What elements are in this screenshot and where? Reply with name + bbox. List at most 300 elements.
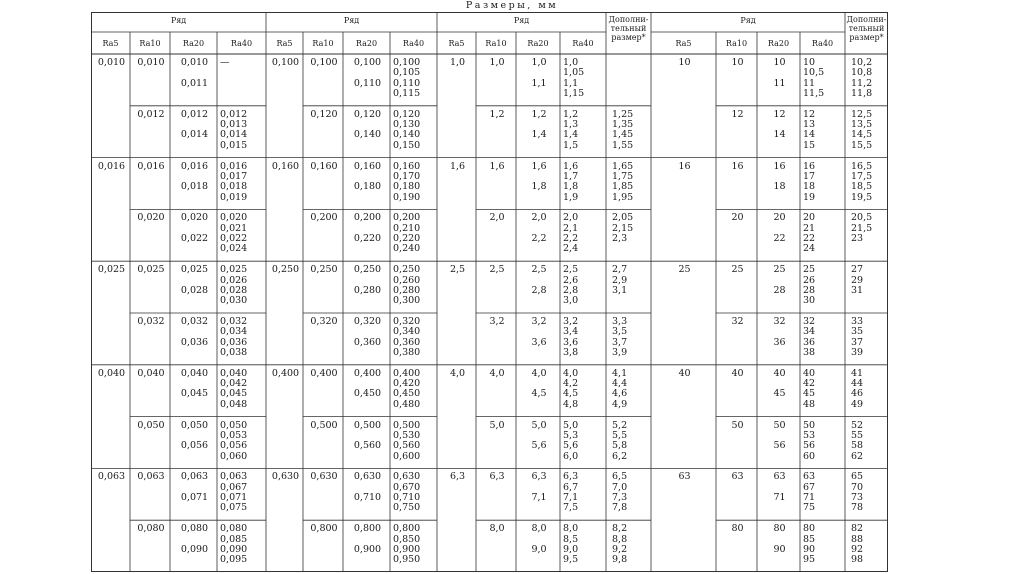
ra5-cell-3-1: 0,400 <box>271 367 300 379</box>
ra20-sub-cell-1-0-0: 0,020 <box>180 212 209 224</box>
ra20-sub-cell-1-3-0: 20 <box>773 212 786 224</box>
ra20-sub-cell-0-3-0: 12 <box>773 108 786 120</box>
ra40-cell-2-3-1: 26 <box>803 274 816 286</box>
ra40-sub-cell-0-2-3: 1,5 <box>563 139 579 151</box>
ra40-cell-1-0-3: 0,019 <box>220 191 248 203</box>
extra-cell-4-3-2: 73 <box>851 492 864 503</box>
ra40-sub-cell-1-0-1: 0,021 <box>220 222 248 234</box>
ra40-cell-4-1-3: 0,750 <box>393 502 421 514</box>
ra40-cell-1-2-1: 1,7 <box>563 170 579 182</box>
extra-cell-3-3-2: 46 <box>851 388 864 400</box>
ra40-sub-cell-0-3-1: 13 <box>803 119 816 131</box>
ra40-cell-2-0-3: 0,030 <box>220 295 248 307</box>
ra40-cell-1-3-2: 18 <box>803 181 816 193</box>
ra20-cell-1-3-0: 16 <box>773 160 786 172</box>
extra-cell-4-3-1: 70 <box>851 481 864 493</box>
extra-cell-3-2-2: 4,6 <box>612 388 628 400</box>
ra40-sub-cell-4-1-2: 0,900 <box>393 543 421 555</box>
extra-sub-cell-3-3-0: 52 <box>851 419 864 431</box>
ra20-sub-cell-1-2-0: 2,0 <box>531 212 547 224</box>
ra40-sub-cell-0-1-0: 0,120 <box>393 108 421 120</box>
ra40-cell-4-1-0: 0,630 <box>393 471 421 483</box>
ra40-cell-3-2-3: 4,8 <box>563 398 579 410</box>
extra-cell-1-2-0: 1,65 <box>612 160 634 172</box>
ra40-sub-cell-4-0-3: 0,095 <box>220 554 248 566</box>
ra40-sub-cell-2-3-2: 36 <box>803 336 816 348</box>
ra20-cell-3-1-0: 0,400 <box>353 367 382 379</box>
ra40-cell-3-1-3: 0,480 <box>393 398 421 410</box>
extra-sub-cell-1-3-2: 23 <box>851 233 864 244</box>
header-row-label-2: Ряд <box>513 16 530 25</box>
ra20-sub-cell-1-3-1: 22 <box>773 233 786 244</box>
ra40-cell-2-3-2: 28 <box>803 284 816 296</box>
extra-sub-cell-3-3-2: 58 <box>851 440 864 452</box>
ra20-cell-0-3-0: 10 <box>773 57 786 68</box>
ra20-cell-2-2-1: 2,8 <box>531 284 547 296</box>
ra20-sub-cell-2-3-1: 36 <box>773 336 786 348</box>
ra20-cell-0-2-1: 1,1 <box>531 77 547 89</box>
ra20-sub-cell-0-2-1: 1,4 <box>531 129 547 141</box>
ra10-cell-1-1: 0,160 <box>310 160 338 172</box>
extra-sub-cell-0-3-0: 12,5 <box>851 108 873 120</box>
ra20-cell-3-0-1: 0,045 <box>180 388 209 400</box>
ra40-sub-cell-3-2-2: 5,6 <box>563 440 579 452</box>
ra20-sub-cell-1-1-0: 0,200 <box>353 212 382 224</box>
ra20-cell-4-1-0: 0,630 <box>353 471 382 483</box>
ra40-cell-3-2-1: 4,2 <box>563 378 579 390</box>
extra-cell-4-3-3: 78 <box>851 502 864 514</box>
ra10-sub-cell-4-0: 0,080 <box>137 523 165 535</box>
ra5-cell-4-2: 6,3 <box>449 471 466 483</box>
extra-cell-3-3-1: 44 <box>851 378 864 390</box>
extra-cell-4-2-1: 7,0 <box>612 481 628 493</box>
header-row-label-1: Ряд <box>343 16 360 25</box>
ra40-sub-cell-1-2-0: 2,0 <box>563 212 579 224</box>
header-col-3-3: Ra40 <box>811 39 834 48</box>
ra20-cell-1-0-0: 0,016 <box>180 160 209 172</box>
ra10-sub-cell-3-1: 0,500 <box>310 419 338 431</box>
header-col-3-1: Ra10 <box>725 39 748 48</box>
ra20-cell-4-1-1: 0,710 <box>353 492 382 503</box>
ra40-sub-cell-0-1-1: 0,130 <box>393 119 421 131</box>
ra10-cell-2-2: 2,5 <box>489 264 505 276</box>
ra10-cell-4-0: 0,063 <box>137 471 165 483</box>
ra40-sub-cell-2-1-0: 0,320 <box>393 316 421 327</box>
extra-cell-4-2-0: 6,5 <box>612 471 628 483</box>
ra40-cell-0-2-0: 1,0 <box>563 57 579 68</box>
ra20-cell-2-3-0: 25 <box>773 264 786 276</box>
ra20-sub-cell-3-1-1: 0,560 <box>353 440 382 452</box>
ra20-cell-0-1-1: 0,110 <box>353 77 382 89</box>
ra40-sub-cell-4-3-2: 90 <box>803 543 816 555</box>
ra20-cell-0-0-1: 0,011 <box>180 77 209 89</box>
ra40-sub-cell-3-3-2: 56 <box>803 440 816 452</box>
ra40-cell-1-1-2: 0,180 <box>393 181 421 193</box>
extra-cell-2-3-0: 27 <box>851 264 864 276</box>
ra40-cell-4-0-2: 0,071 <box>220 492 248 503</box>
ra20-sub-cell-2-2-1: 3,6 <box>531 336 547 348</box>
ra40-sub-cell-4-3-1: 85 <box>803 533 816 545</box>
ra10-sub-cell-2-1: 0,320 <box>310 316 338 327</box>
ra5-cell-0-3: 10 <box>678 57 691 68</box>
ra40-cell-3-3-2: 45 <box>803 388 816 400</box>
header-col-0-2: Ra20 <box>182 39 205 48</box>
ra40-sub-cell-1-0-2: 0,022 <box>220 233 248 244</box>
ra20-sub-cell-3-0-1: 0,056 <box>180 440 209 452</box>
ra40-sub-cell-2-1-2: 0,360 <box>393 336 421 348</box>
extra-cell-2-2-0: 2,7 <box>612 264 628 276</box>
ra20-cell-1-0-1: 0,018 <box>180 181 209 193</box>
ra10-cell-4-2: 6,3 <box>489 471 505 483</box>
ra40-cell-3-3-0: 40 <box>803 367 816 379</box>
ra5-cell-2-2: 2,5 <box>449 264 466 276</box>
ra10-cell-0-1: 0,100 <box>310 57 338 68</box>
ra10-sub-cell-0-3: 12 <box>731 108 744 120</box>
ra40-sub-cell-2-0-1: 0,034 <box>220 326 248 338</box>
extra-sub-cell-4-3-2: 92 <box>851 543 864 555</box>
ra40-cell-3-0-3: 0,048 <box>220 398 248 410</box>
ra40-cell-2-3-3: 30 <box>803 295 816 307</box>
ra40-cell-0-2-1: 1,05 <box>563 67 585 79</box>
ra40-cell-0-1-2: 0,110 <box>393 77 421 89</box>
ra40-sub-cell-2-0-0: 0,032 <box>220 316 248 327</box>
extra-sub-cell-3-2-1: 5,5 <box>612 429 628 441</box>
ra20-cell-3-2-0: 4,0 <box>531 367 547 379</box>
ra5-cell-1-1: 0,160 <box>271 160 300 172</box>
header-col-1-2: Ra20 <box>355 39 378 48</box>
ra40-cell-1-1-0: 0,160 <box>393 160 421 172</box>
extra-cell-2-3-1: 29 <box>851 274 864 286</box>
ra40-sub-cell-3-0-0: 0,050 <box>220 419 248 431</box>
extra-cell-3-2-0: 4,1 <box>612 367 628 379</box>
ra20-sub-cell-2-1-1: 0,360 <box>353 336 382 348</box>
header-col-0-1: Ra10 <box>139 39 161 48</box>
ra5-cell-1-3: 16 <box>678 160 691 172</box>
ra20-cell-1-1-1: 0,180 <box>353 181 382 193</box>
ra20-sub-cell-4-0-0: 0,080 <box>180 523 209 535</box>
extra-sub-cell-4-2-1: 8,8 <box>612 533 628 545</box>
ra10-sub-cell-4-2: 8,0 <box>489 523 505 535</box>
ra10-cell-3-3: 40 <box>731 367 744 379</box>
ra5-cell-3-0: 0,040 <box>97 367 126 379</box>
header-col-0-0: Ra5 <box>102 39 119 48</box>
extra-sub-cell-4-2-2: 9,2 <box>612 543 628 555</box>
extra-sub-cell-2-3-0: 33 <box>851 316 864 327</box>
ra40-sub-cell-4-2-0: 8,0 <box>563 523 579 535</box>
ra20-cell-0-0-0: 0,010 <box>180 57 209 68</box>
ra40-sub-cell-1-0-3: 0,024 <box>220 243 248 255</box>
extra-cell-2-3-2: 31 <box>851 284 864 296</box>
ra5-cell-0-1: 0,100 <box>271 57 300 68</box>
ra10-sub-cell-0-0: 0,012 <box>137 108 165 120</box>
ra20-sub-cell-3-2-1: 5,6 <box>531 440 547 452</box>
ra40-cell-2-2-1: 2,6 <box>563 274 579 286</box>
ra20-cell-0-3-1: 11 <box>773 77 786 89</box>
ra10-sub-cell-4-3: 80 <box>731 523 744 535</box>
header-col-1-3: Ra40 <box>402 39 425 48</box>
ra20-sub-cell-4-2-1: 9,0 <box>531 543 547 555</box>
ra40-cell-2-0-2: 0,028 <box>220 284 248 296</box>
ra40-sub-cell-1-2-3: 2,4 <box>563 243 579 255</box>
extra-sub-cell-4-3-0: 82 <box>851 523 864 535</box>
ra40-cell-0-1-0: 0,100 <box>393 57 421 68</box>
ra10-sub-cell-2-0: 0,032 <box>137 316 165 327</box>
ra40-cell-2-0-0: 0,025 <box>220 264 248 276</box>
ra40-sub-cell-1-1-1: 0,210 <box>393 222 421 234</box>
ra10-cell-4-1: 0,630 <box>310 471 338 483</box>
extra-cell-4-2-3: 7,8 <box>612 502 628 514</box>
ra40-cell-4-0-3: 0,075 <box>220 502 248 514</box>
ra40-cell-3-3-1: 42 <box>803 378 816 390</box>
ra20-sub-cell-2-3-0: 32 <box>773 316 786 327</box>
ra40-cell-3-1-2: 0,450 <box>393 388 421 400</box>
ra10-sub-cell-1-1: 0,200 <box>310 212 338 224</box>
ra40-sub-cell-2-3-0: 32 <box>803 316 816 327</box>
ra20-cell-3-2-1: 4,5 <box>531 388 547 400</box>
ra40-sub-cell-3-3-3: 60 <box>803 450 816 462</box>
extra-sub-cell-1-3-1: 21,5 <box>851 222 873 234</box>
ra40-cell-2-1-3: 0,300 <box>393 295 421 307</box>
extra-sub-cell-2-2-2: 3,7 <box>612 336 628 348</box>
ra40-cell-0-2-2: 1,1 <box>563 77 579 89</box>
ra40-cell-3-2-2: 4,5 <box>563 388 579 400</box>
ra5-cell-4-0: 0,063 <box>97 471 126 483</box>
ra40-cell-4-3-3: 75 <box>803 502 816 514</box>
ra40-cell-0-3-1: 10,5 <box>803 67 825 79</box>
ra20-cell-0-1-0: 0,100 <box>353 57 382 68</box>
ra40-sub-cell-4-0-0: 0,080 <box>220 523 248 535</box>
ra10-cell-1-0: 0,016 <box>137 160 165 172</box>
ra40-sub-cell-2-2-1: 3,4 <box>563 326 579 338</box>
ra20-sub-cell-3-1-0: 0,500 <box>353 419 382 431</box>
header-extra-label-1-2: размер* <box>849 33 884 42</box>
extra-sub-cell-4-2-0: 8,2 <box>612 523 628 535</box>
ra10-cell-3-1: 0,400 <box>310 367 338 379</box>
ra10-sub-cell-1-3: 20 <box>731 212 744 224</box>
ra20-sub-cell-0-1-1: 0,140 <box>353 129 382 141</box>
header-col-2-3: Ra40 <box>572 39 594 48</box>
ra20-cell-4-3-0: 63 <box>773 471 786 483</box>
ra20-cell-4-2-1: 7,1 <box>531 492 547 503</box>
ra40-sub-cell-4-0-1: 0,085 <box>220 533 248 545</box>
extra-sub-cell-4-2-3: 9,8 <box>612 554 628 566</box>
ra10-sub-cell-1-0: 0,020 <box>137 212 165 224</box>
ra40-cell-0-3-0: 10 <box>803 57 816 68</box>
ra40-sub-cell-2-2-0: 3,2 <box>563 316 579 327</box>
ra40-cell-4-2-1: 6,7 <box>563 481 579 493</box>
ra20-cell-2-0-1: 0,028 <box>180 284 209 296</box>
ra10-sub-cell-0-2: 1,2 <box>489 108 505 120</box>
ra40-cell-1-1-3: 0,190 <box>393 191 421 203</box>
ra10-cell-0-2: 1,0 <box>489 57 505 68</box>
ra20-sub-cell-0-2-0: 1,2 <box>531 108 547 120</box>
ra10-cell-2-3: 25 <box>731 264 744 276</box>
header-col-3-2: Ra20 <box>767 39 790 48</box>
ra10-sub-cell-2-2: 3,2 <box>489 316 505 327</box>
header-col-2-2: Ra20 <box>527 39 549 48</box>
ra40-sub-cell-1-1-0: 0,200 <box>393 212 421 224</box>
ra40-cell-4-2-2: 7,1 <box>563 492 579 503</box>
extra-cell-1-3-3: 19,5 <box>851 191 873 203</box>
ra40-cell-2-0-1: 0,026 <box>220 274 248 286</box>
extra-cell-3-2-3: 4,9 <box>612 398 628 410</box>
ra5-cell-4-3: 63 <box>678 471 691 483</box>
ra10-sub-cell-0-1: 0,120 <box>310 108 338 120</box>
extra-cell-1-3-2: 18,5 <box>851 181 873 193</box>
ra20-sub-cell-0-0-1: 0,014 <box>180 129 209 141</box>
extra-cell-3-2-1: 4,4 <box>612 378 628 390</box>
ra20-cell-2-1-1: 0,280 <box>353 284 382 296</box>
ra40-cell-4-2-0: 6,3 <box>563 471 579 483</box>
ra10-cell-1-3: 16 <box>731 160 744 172</box>
ra40-cell-4-1-2: 0,710 <box>393 492 421 503</box>
ra40-sub-cell-4-2-1: 8,5 <box>563 533 579 545</box>
ra20-sub-cell-4-2-0: 8,0 <box>531 523 547 535</box>
extra-cell-1-3-1: 17,5 <box>851 170 873 182</box>
ra10-sub-cell-4-1: 0,800 <box>310 523 338 535</box>
ra40-cell-4-3-0: 63 <box>803 471 816 483</box>
ra40-cell-3-3-3: 48 <box>803 398 816 410</box>
ra40-cell-3-1-0: 0,400 <box>393 367 421 379</box>
extra-sub-cell-3-2-3: 6,2 <box>612 450 628 462</box>
extra-cell-3-3-0: 41 <box>851 367 864 379</box>
ra10-sub-cell-3-2: 5,0 <box>489 419 505 431</box>
ra40-sub-cell-3-1-2: 0,560 <box>393 440 421 452</box>
extra-sub-cell-0-2-0: 1,25 <box>612 108 634 120</box>
ra5-cell-2-0: 0,025 <box>97 264 126 276</box>
ra40-sub-cell-4-0-2: 0,090 <box>220 543 248 555</box>
extra-sub-cell-1-2-2: 2,3 <box>612 233 628 244</box>
ra40-sub-cell-1-3-1: 21 <box>803 222 816 234</box>
ra10-cell-4-3: 63 <box>731 471 744 483</box>
ra20-sub-cell-1-1-1: 0,220 <box>353 233 382 244</box>
extra-sub-cell-0-2-1: 1,35 <box>612 119 634 131</box>
header-extra-label-0-0: Дополни- <box>608 15 649 24</box>
ra10-sub-cell-1-2: 2,0 <box>489 212 505 224</box>
ra40-sub-cell-3-0-3: 0,060 <box>220 450 248 462</box>
extra-cell-0-3-1: 10,8 <box>851 67 873 79</box>
extra-cell-2-2-1: 2,9 <box>612 274 628 286</box>
table-title: Размеры, мм <box>465 0 559 11</box>
extra-cell-1-2-3: 1,95 <box>612 191 634 203</box>
ra40-cell-2-2-3: 3,0 <box>563 295 579 307</box>
ra40-sub-cell-0-0-1: 0,013 <box>220 119 248 131</box>
ra5-cell-2-3: 25 <box>678 264 691 276</box>
ra40-sub-cell-2-2-3: 3,8 <box>563 346 579 358</box>
ra40-sub-cell-2-3-3: 38 <box>803 346 816 358</box>
extra-sub-cell-0-3-3: 15,5 <box>851 139 873 151</box>
ra40-sub-cell-2-2-2: 3,6 <box>563 336 579 348</box>
extra-cell-4-3-0: 65 <box>851 471 864 483</box>
ra5-cell-0-2: 1,0 <box>449 57 466 68</box>
ra40-cell-4-1-1: 0,670 <box>393 481 421 493</box>
ra40-cell-2-3-0: 25 <box>803 264 816 276</box>
ra10-cell-1-2: 1,6 <box>489 160 505 172</box>
ra40-cell-4-0-0: 0,063 <box>220 471 248 483</box>
extra-cell-0-3-0: 10,2 <box>851 57 873 68</box>
ra40-cell-4-2-3: 7,5 <box>563 502 579 514</box>
header-col-1-1: Ra10 <box>312 39 334 48</box>
ra40-cell-2-2-0: 2,5 <box>563 264 579 276</box>
ra40-cell-1-2-3: 1,9 <box>563 191 579 203</box>
ra40-cell-2-1-0: 0,250 <box>393 264 421 276</box>
ra40-sub-cell-4-1-0: 0,800 <box>393 523 421 535</box>
extra-sub-cell-2-2-3: 3,9 <box>612 346 628 358</box>
ra40-sub-cell-4-3-3: 95 <box>803 554 816 566</box>
ra20-sub-cell-3-3-1: 56 <box>773 440 786 452</box>
ra40-sub-cell-0-2-0: 1,2 <box>563 108 579 120</box>
ra40-sub-cell-3-1-1: 0,530 <box>393 429 421 441</box>
ra40-sub-cell-4-1-1: 0,850 <box>393 533 421 545</box>
ra40-sub-cell-3-2-1: 5,3 <box>563 429 579 441</box>
ra5-cell-1-0: 0,016 <box>97 160 126 172</box>
ra20-cell-3-0-0: 0,040 <box>180 367 209 379</box>
header-col-0-3: Ra40 <box>230 39 253 48</box>
ra5-cell-1-2: 1,6 <box>449 160 466 172</box>
header-col-2-1: Ra10 <box>485 39 507 48</box>
extra-sub-cell-3-2-2: 5,8 <box>612 440 628 452</box>
ra40-cell-2-1-2: 0,280 <box>393 284 421 296</box>
ra40-cell-4-3-1: 67 <box>803 481 816 493</box>
ra5-cell-4-1: 0,630 <box>271 471 300 483</box>
ra40-cell-0-3-2: 11 <box>803 77 816 89</box>
ra40-sub-cell-2-3-1: 34 <box>803 326 816 338</box>
ra40-cell-1-3-3: 19 <box>803 191 816 203</box>
extra-cell-1-2-2: 1,85 <box>612 181 634 193</box>
extra-sub-cell-0-2-3: 1,55 <box>612 139 634 151</box>
ra20-cell-1-1-0: 0,160 <box>353 160 382 172</box>
header-extra-label-1-1: тельный <box>848 24 885 33</box>
ra40-sub-cell-1-1-2: 0,220 <box>393 233 421 244</box>
extra-sub-cell-2-3-3: 39 <box>851 346 864 358</box>
extra-sub-cell-1-2-1: 2,15 <box>612 222 634 234</box>
ra40-cell-1-0-0: 0,016 <box>220 160 248 172</box>
extra-sub-cell-3-3-3: 62 <box>851 450 864 462</box>
extra-sub-cell-2-2-1: 3,5 <box>612 326 628 338</box>
ra40-sub-cell-2-0-2: 0,036 <box>220 336 248 348</box>
ra40-sub-cell-1-3-3: 24 <box>803 243 816 255</box>
ra40-cell-0-1-1: 0,105 <box>393 67 421 79</box>
ra10-cell-2-1: 0,250 <box>310 264 338 276</box>
ra40-cell-3-0-0: 0,040 <box>220 367 248 379</box>
ra20-cell-4-0-0: 0,063 <box>180 471 209 483</box>
ra40-sub-cell-4-3-0: 80 <box>803 523 816 535</box>
ra40-sub-cell-0-3-0: 12 <box>803 108 816 120</box>
ra20-sub-cell-4-1-0: 0,800 <box>353 523 382 535</box>
ra40-sub-cell-0-3-3: 15 <box>803 139 816 151</box>
ra40-sub-cell-0-0-2: 0,014 <box>220 129 248 141</box>
extra-cell-4-2-2: 7,3 <box>612 492 628 503</box>
ra40-cell-1-3-0: 16 <box>803 160 816 172</box>
ra40-sub-cell-3-2-0: 5,0 <box>563 419 579 431</box>
ra20-cell-0-2-0: 1,0 <box>531 57 547 68</box>
ra20-sub-cell-0-1-0: 0,120 <box>353 108 382 120</box>
ra40-cell-1-2-0: 1,6 <box>563 160 579 172</box>
header-col-1-0: Ra5 <box>276 39 293 48</box>
ra20-sub-cell-3-3-0: 50 <box>773 419 786 431</box>
ra20-sub-cell-2-0-1: 0,036 <box>180 336 209 348</box>
ra40-sub-cell-0-0-0: 0,012 <box>220 108 248 120</box>
ra20-sub-cell-0-3-1: 14 <box>773 129 786 141</box>
ra40-sub-cell-1-3-2: 22 <box>803 233 816 244</box>
extra-sub-cell-0-3-2: 14,5 <box>851 129 873 141</box>
ra40-sub-cell-3-1-3: 0,600 <box>393 450 421 462</box>
ra40-sub-cell-4-2-2: 9,0 <box>563 543 579 555</box>
header-extra-label-0-1: тельный <box>610 24 647 33</box>
extra-sub-cell-2-2-0: 3,3 <box>612 316 628 327</box>
ra5-cell-2-1: 0,250 <box>271 264 300 276</box>
ra40-sub-cell-3-3-0: 50 <box>803 419 816 431</box>
